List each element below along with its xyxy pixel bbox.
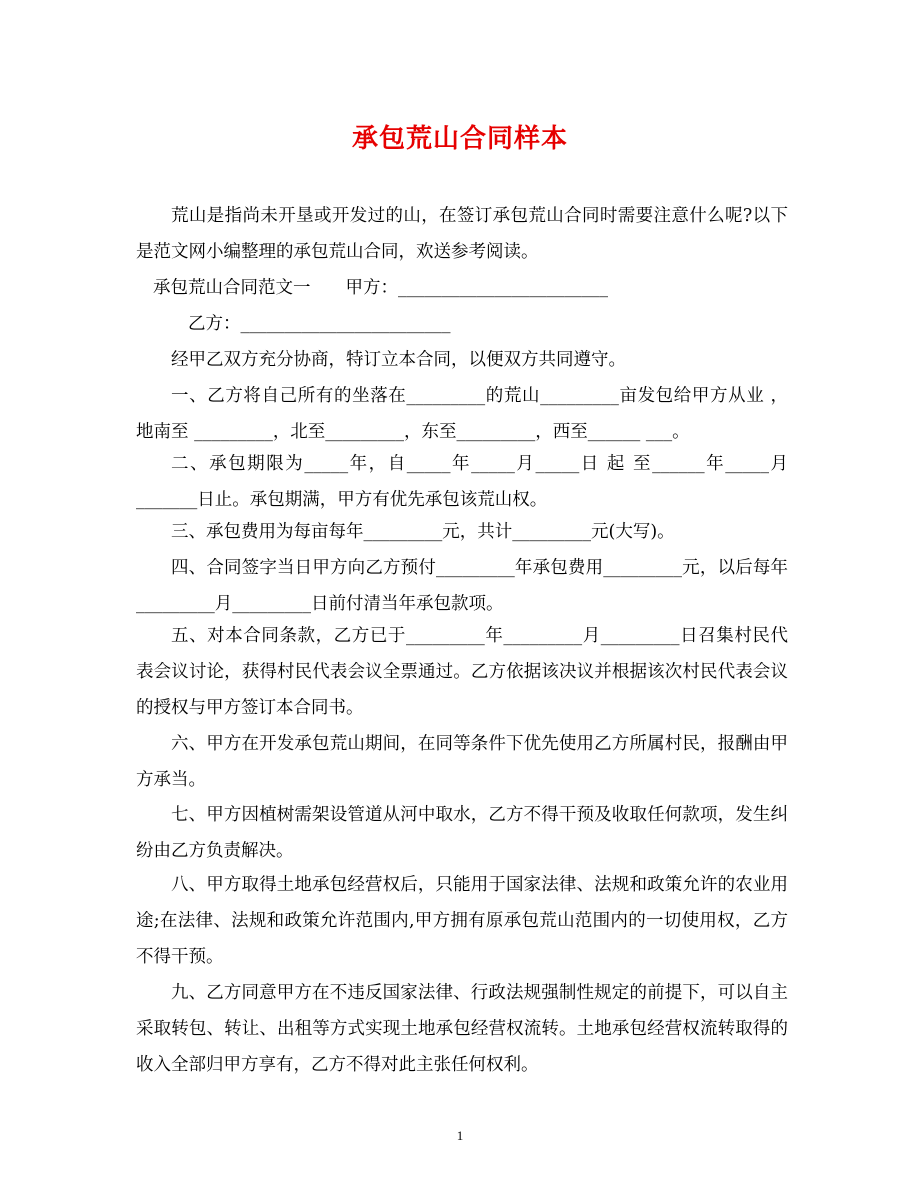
clause-9: 九、乙方同意甲方在不违反国家法律、行政法规强制性规定的前提下，可以自主采取转包、转让、出租等方式实现土地承包经营权流转。土地承包经营权流转取得的收入全部归甲方享有，乙方不得对此主张任何权利。 [136,983,788,1075]
intro-paragraph: 荒山是指尚未开垦或开发过的山，在签订承包荒山合同时需要注意什么呢?以下是范文网小编整理的承包荒山合同，欢送参考阅读。 [136,206,788,262]
page-number: 1 [456,1128,464,1143]
clause-8: 八、甲方取得土地承包经营权后，只能用于国家法律、法规和政策允许的农业用途;在法律、法规和政策允许范围内,甲方拥有原承包荒山范围内的一切使用权，乙方不得干预。 [136,875,788,967]
page-title: 承包荒山合同样本 [351,124,568,154]
clause-5: 五、对本合同条款，乙方已于_________年_________月_________日召集村民代表会议讨论，获得村民代表会议全票通过。乙方依据该决议并根据该次村民代表会议的授权与甲方签订本合同书。 [136,626,788,718]
party-a-line: 承包荒山合同范文一 甲方：________________________ [153,278,608,298]
preamble-paragraph: 经甲乙双方充分协商，特订立本合同，以便双方共同遵守。 [171,350,626,370]
clause-4: 四、合同签字当日甲方向乙方预付_________年承包费用_________元，以后每年_________月_________日前付清当年承包款项。 [136,558,788,614]
clause-6: 六、甲方在开发承包荒山期间，在同等条件下优先使用乙方所属村民，报酬由甲方承当。 [136,734,788,790]
clause-3: 三、承包费用为每亩每年_________元，共计_________元(大写)。 [171,522,675,542]
party-b-line: 乙方：________________________ [188,314,451,334]
clause-7: 七、甲方因植树需架设管道从河中取水，乙方不得干预及收取任何款项，发生纠纷由乙方负责解决。 [136,805,788,861]
clause-1: 一、乙方将自己所有的坐落在_________的荒山_________亩发包给甲方从业 ，地南至 _________，北至_________，东至_________，西至______ ___。 [136,386,788,442]
clause-2: 二、承包期限为_____年，自_____年_____月_____日 起 至______年_____月_______日止。承包期满，甲方有优先承包该荒山权。 [136,454,788,510]
